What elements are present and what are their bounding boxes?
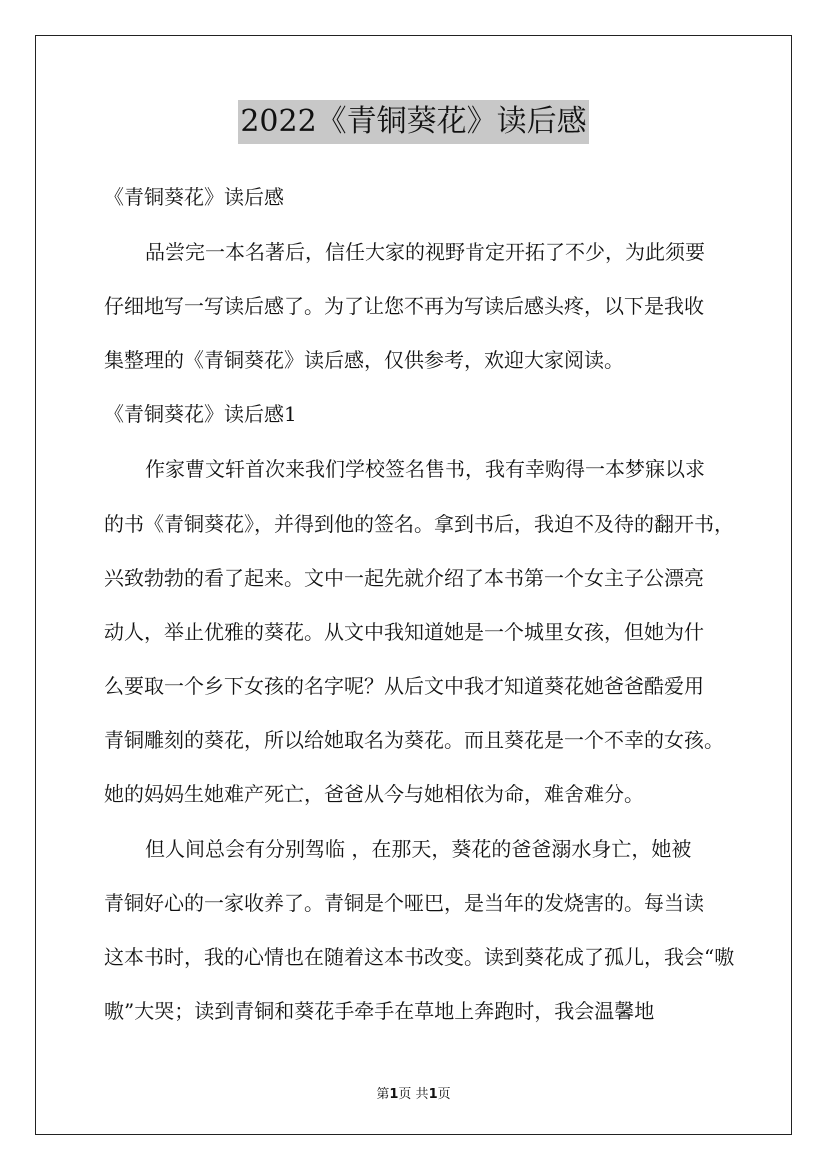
document-title: 2022《青铜葵花》读后感 — [238, 100, 588, 144]
paragraph-line: 仔细地写一写读后感了。为了让您不再为写读后感头疼，以下是我收 — [104, 294, 704, 318]
page-mid: 页 共 — [398, 1087, 429, 1102]
paragraph-line: 嗷”大哭；读到青铜和葵花手牵手在草地上奔跑时，我会温馨地 — [104, 999, 655, 1023]
page-suffix: 页 — [437, 1087, 451, 1102]
page-current: 1 — [389, 1087, 399, 1102]
paragraph-line: 她的妈妈生她难产死亡，爸爸从今与她相依为命，难舍难分。 — [104, 782, 644, 806]
paragraph-line: 但人间总会有分别驾临 ，在那天，葵花的爸爸溺水身亡，她被 — [145, 837, 692, 861]
section-heading: 《青铜葵花》读后感 — [104, 185, 284, 209]
paragraph-line: 作家曹文轩首次来我们学校签名售书，我有幸购得一本梦寐以求 — [145, 457, 705, 481]
page-total: 1 — [428, 1087, 438, 1102]
paragraph-line: 么要取一个乡下女孩的名字呢？从后文中我才知道葵花她爸爸酷爱用 — [104, 674, 704, 698]
paragraph-line: 青铜雕刻的葵花，所以给她取名为葵花。而且葵花是一个不幸的女孩。 — [104, 728, 724, 752]
page-prefix: 第 — [376, 1087, 390, 1102]
page-footer — [0, 1083, 827, 1102]
paragraph-line: 动人，举止优雅的葵花。从文中我知道她是一个城里女孩，但她为什 — [104, 620, 704, 644]
paragraph-line: 品尝完一本名著后，信任大家的视野肯定开拓了不少，为此须要 — [145, 240, 705, 264]
paragraph-line: 兴致勃勃的看了起来。文中一起先就介绍了本书第一个女主子公漂亮 — [104, 566, 704, 590]
title-wrap — [0, 100, 827, 144]
section-heading: 《青铜葵花》读后感1 — [104, 402, 297, 426]
paragraph-line: 的书《青铜葵花》，并得到他的签名。拿到书后，我迫不及待的翻开书， — [104, 512, 734, 536]
paragraph-line: 这本书时，我的心情也在随着这本书改变。读到葵花成了孤儿，我会“嗷 — [104, 945, 735, 969]
paragraph-line: 青铜好心的一家收养了。青铜是个哑巴，是当年的发烧害的。每当读 — [104, 891, 704, 915]
paragraph-line: 集整理的《青铜葵花》读后感，仅供参考，欢迎大家阅读。 — [104, 348, 624, 372]
